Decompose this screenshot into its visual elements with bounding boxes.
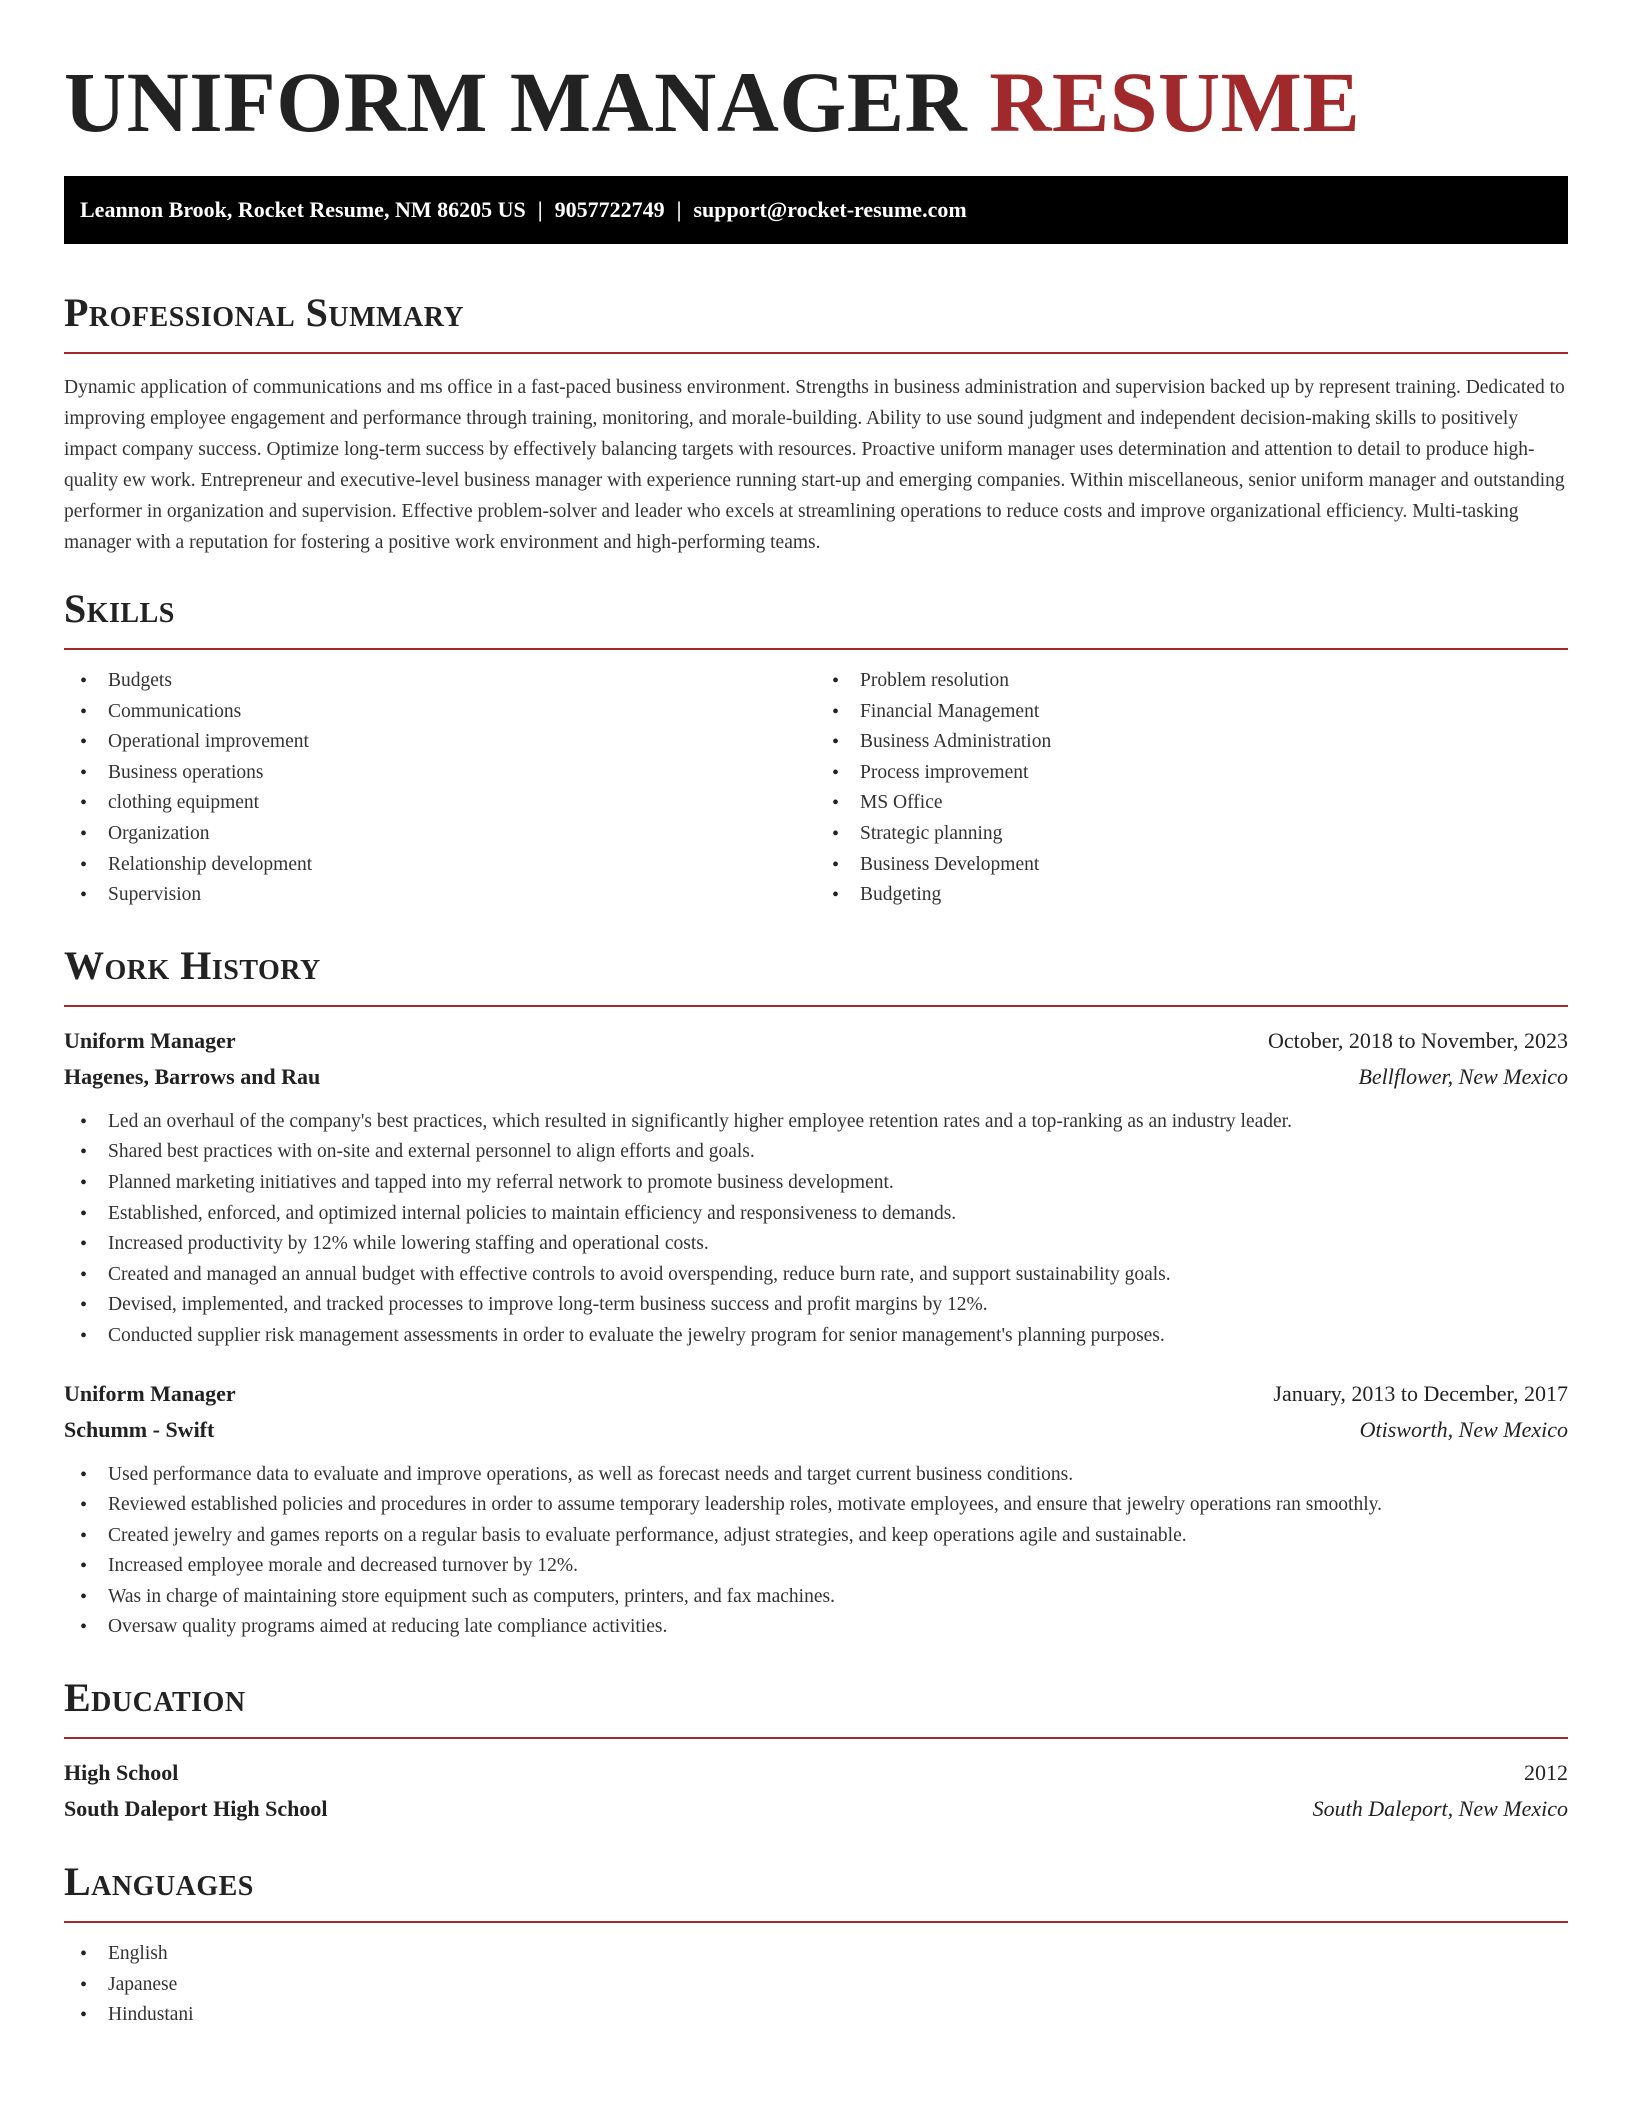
skill-item: • Budgeting <box>816 880 1568 911</box>
job-header-row <box>64 1376 1568 1412</box>
education-header-row <box>64 1755 1568 1791</box>
job-dates: January, 2013 to December, 2017 <box>1273 1380 1568 1406</box>
job-company: Schumm - Swift <box>64 1416 215 1442</box>
job-header-row <box>64 1023 1568 1059</box>
job-location: Otisworth, New Mexico <box>1359 1416 1568 1442</box>
job-dates: October, 2018 to November, 2023 <box>1267 1027 1568 1053</box>
skills-left-list <box>64 666 816 911</box>
skill-item: • MS Office <box>816 788 1568 819</box>
skill-item: • Process improvement <box>816 758 1568 789</box>
job-bullet: • Used performance data to evaluate and improve operations, as well as forecast needs and target current business conditions. <box>64 1460 1568 1491</box>
section-divider <box>64 352 1568 354</box>
education-section <box>64 1673 1568 1827</box>
skill-item: • Budgets <box>64 666 816 697</box>
contact-phone[interactable]: 9057722749 <box>554 197 665 222</box>
education-degree: High School <box>64 1760 179 1786</box>
skill-item: • Business operations <box>64 758 816 789</box>
section-divider <box>64 1921 1568 1923</box>
job-entry <box>64 1376 1568 1644</box>
skill-item: • Business Administration <box>816 727 1568 758</box>
job-title: Uniform Manager <box>64 1380 236 1406</box>
education-location: South Daleport, New Mexico <box>1312 1796 1568 1822</box>
skill-item: • Communications <box>64 697 816 728</box>
job-company-row <box>64 1412 1568 1448</box>
skills-right-list <box>816 666 1568 911</box>
job-bullet: • Planned marketing initiatives and tapped into my referral network to promote business development. <box>64 1168 1568 1199</box>
job-bullet: • Increased employee morale and decreased turnover by 12%. <box>64 1551 1568 1582</box>
job-location: Bellflower, New Mexico <box>1358 1063 1568 1089</box>
job-bullet: • Oversaw quality programs aimed at reducing late compliance activities. <box>64 1612 1568 1643</box>
languages-heading: Languages <box>64 1859 254 1905</box>
job-bullets <box>64 1460 1568 1644</box>
contact-separator: | <box>537 197 543 222</box>
skill-item: • Organization <box>64 819 816 850</box>
education-school-row <box>64 1791 1568 1827</box>
work-history-section <box>64 941 1568 1643</box>
job-company-row <box>64 1059 1568 1095</box>
languages-list <box>64 1939 1568 2031</box>
job-entry <box>64 1023 1568 1352</box>
skill-item: • Relationship development <box>64 850 816 881</box>
job-company: Hagenes, Barrows and Rau <box>64 1063 321 1089</box>
job-bullets <box>64 1107 1568 1352</box>
language-item: • Japanese <box>64 1970 1568 2001</box>
contact-email[interactable]: support@rocket-resume.com <box>693 197 967 222</box>
skills-section <box>64 584 1568 911</box>
job-bullet: • Increased productivity by 12% while lowering staffing and operational costs. <box>64 1229 1568 1260</box>
skill-item: • Business Development <box>816 850 1568 881</box>
skill-item: • clothing equipment <box>64 788 816 819</box>
skills-grid <box>64 666 1568 911</box>
section-divider <box>64 1005 1568 1007</box>
job-bullet: • Shared best practices with on-site and external personnel to align efforts and goals. <box>64 1137 1568 1168</box>
job-bullet: • Created jewelry and games reports on a regular basis to evaluate performance, adjust strategies, and keep operations agile and sustainable. <box>64 1521 1568 1552</box>
summary-heading: Professional Summary <box>64 290 465 335</box>
job-title: Uniform Manager <box>64 1027 236 1053</box>
skill-item: • Financial Management <box>816 697 1568 728</box>
title-accent: RESUME <box>989 54 1361 150</box>
language-item: • English <box>64 1939 1568 1970</box>
skills-heading: Skills <box>64 586 175 631</box>
section-divider <box>64 648 1568 650</box>
summary-section <box>64 288 1568 558</box>
job-bullet: • Established, enforced, and optimized internal policies to maintain efficiency and responsiveness to demands. <box>64 1199 1568 1230</box>
job-bullet: • Devised, implemented, and tracked processes to improve long-term business success and profit margins by 12%. <box>64 1290 1568 1321</box>
section-divider <box>64 1737 1568 1739</box>
skill-item: • Strategic planning <box>816 819 1568 850</box>
job-bullet: • Led an overhaul of the company's best practices, which resulted in significantly higher employee retention rates and a top-ranking as an industry leader. <box>64 1107 1568 1138</box>
job-bullet: • Created and managed an annual budget with effective controls to avoid overspending, reduce burn rate, and support sustainability goals. <box>64 1260 1568 1291</box>
language-item: • Hindustani <box>64 2000 1568 2031</box>
skill-item: • Operational improvement <box>64 727 816 758</box>
job-bullet: • Reviewed established policies and procedures in order to assume temporary leadership roles, motivate employees, and ensure that jewelry operations ran smoothly. <box>64 1490 1568 1521</box>
contact-separator: | <box>676 197 682 222</box>
education-entry <box>64 1755 1568 1827</box>
skill-item: • Supervision <box>64 880 816 911</box>
education-year: 2012 <box>1524 1760 1568 1786</box>
contact-bar <box>64 176 1568 244</box>
contact-address: Leannon Brook, Rocket Resume, NM 86205 US <box>80 197 526 222</box>
job-bullet: • Was in charge of maintaining store equipment such as computers, printers, and fax machines. <box>64 1582 1568 1613</box>
education-school: South Daleport High School <box>64 1796 328 1822</box>
summary-text: Dynamic application of communications and ms office in a fast-paced business environment. Strengths in business administration and supervision backed up by represent training. Dedicated to improving employee engagement and performance through training, monitoring, and morale-building. Ability to use sound judgment and independent decision-making skills to positively impact company success. Optimize long-term success by effectively balancing targets with resources. Proactive uniform manager uses determination and attention to detail to produce high-quality ew work. Entrepreneur and executive-level business manager with experience running start-up and emerging companies. Within miscellaneous, senior uniform manager and outstanding performer in organization and supervision. Effective problem-solver and leader who excels at streamlining operations to reduce costs and improve organizational efficiency. Multi-tasking manager with a reputation for fostering a positive work environment and high-performing teams. <box>64 377 1565 553</box>
resume-title <box>64 0 1568 152</box>
languages-section <box>64 1857 1568 2031</box>
education-heading: Education <box>64 1675 246 1721</box>
skill-item: • Problem resolution <box>816 666 1568 697</box>
title-main: UNIFORM MANAGER <box>64 54 968 150</box>
job-bullet: • Conducted supplier risk management assessments in order to evaluate the jewelry program for senior management's planning purposes. <box>64 1321 1568 1352</box>
work-history-heading: Work History <box>64 942 321 988</box>
